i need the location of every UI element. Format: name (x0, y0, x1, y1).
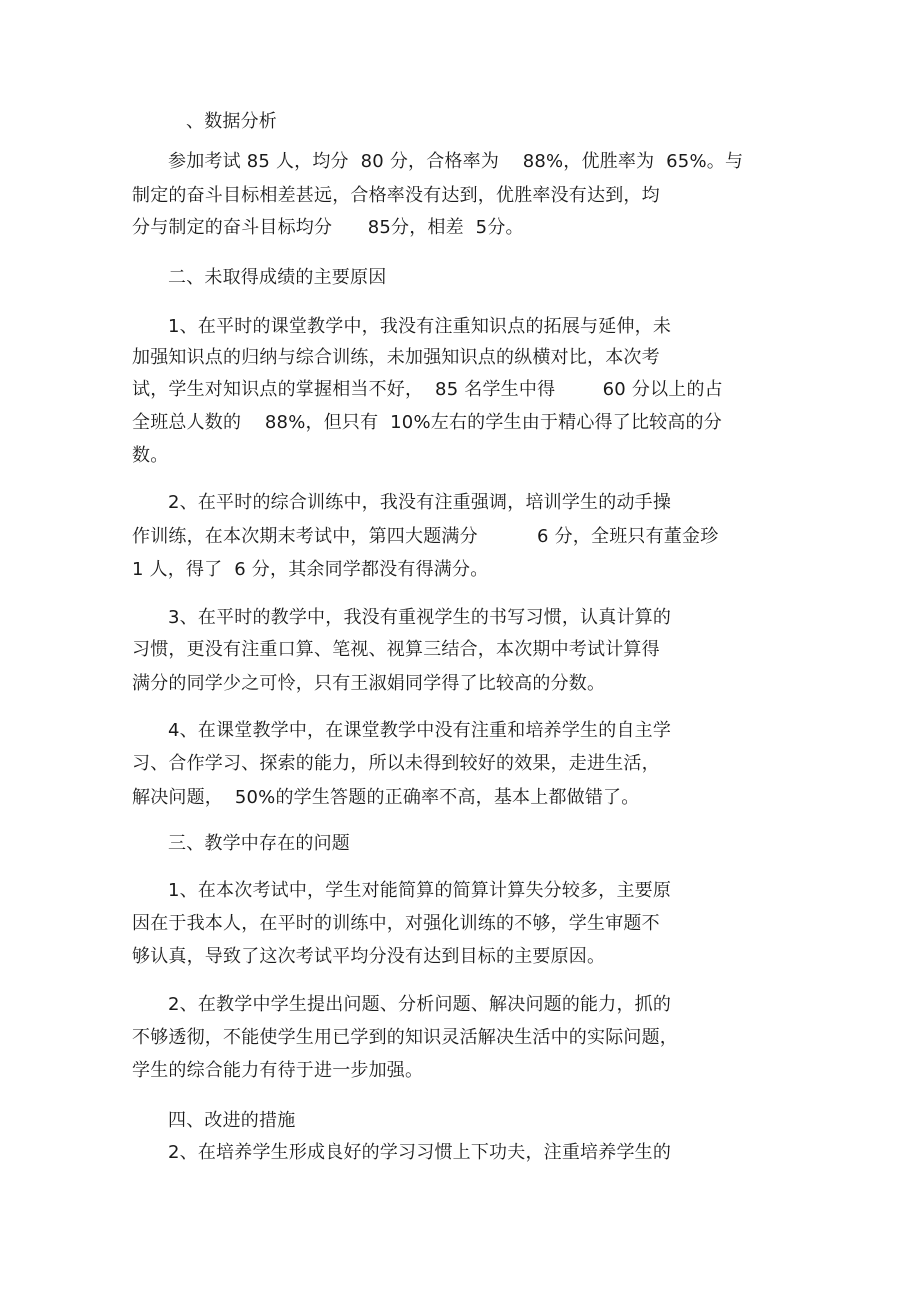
paragraph-line: 2、在教学中学生提出问题、分析问题、解决问题的能力，抓的 (168, 994, 672, 1015)
paragraph-line: 分与制定的奋斗目标均分 85分，相差 5分。 (132, 217, 524, 238)
paragraph-line: 数。 (132, 445, 169, 466)
paragraph-line: 习、合作学习、探索的能力，所以未得到较好的效果，走进生活， (132, 753, 660, 774)
paragraph-line: 作训练，在本次期末考试中，第四大题满分 6 分，全班只有董金珍 (132, 526, 719, 547)
paragraph-line: 3、在平时的教学中，我没有重视学生的书写习惯，认真计算的 (168, 607, 672, 628)
paragraph-line: 因在于我本人，在平时的训练中，对强化训练的不够，学生审题不 (132, 913, 660, 934)
section-heading-data-analysis: 、数据分析 (186, 111, 277, 132)
paragraph-line: 学生的综合能力有待于进一步加强。 (132, 1060, 424, 1081)
paragraph-line: 2、在培养学生形成良好的学习习惯上下功夫，注重培养学生的 (168, 1142, 672, 1163)
paragraph-line: 参加考试 85 人，均分 80 分，合格率为 88%，优胜率为 65%。与 (168, 151, 744, 172)
paragraph-line: 加强知识点的归纳与综合训练，未加强知识点的纵横对比，本次考 (132, 347, 660, 368)
paragraph-line: 制定的奋斗目标相差甚远，合格率没有达到，优胜率没有达到，均 (132, 185, 660, 206)
paragraph-line: 4、在课堂教学中，在课堂教学中没有注重和培养学生的自主学 (168, 720, 672, 741)
paragraph-line: 1、在本次考试中，学生对能简算的简算计算失分较多，主要原 (168, 880, 672, 901)
paragraph-line: 解决问题， 50%的学生答题的正确率不高，基本上都做错了。 (132, 787, 640, 808)
paragraph-line: 够认真，导致了这次考试平均分没有达到目标的主要原因。 (132, 946, 606, 967)
paragraph-line: 1、在平时的课堂教学中，我没有注重知识点的拓展与延伸，未 (168, 316, 672, 337)
paragraph-line: 全班总人数的 88%，但只有 10%左右的学生由于精心得了比较高的分 (132, 412, 722, 433)
paragraph-line: 试，学生对知识点的掌握相当不好， 85 名学生中得 60 分以上的占 (132, 379, 723, 400)
paragraph-line: 不够透彻，不能使学生用已学到的知识灵活解决生活中的实际问题， (132, 1027, 678, 1048)
section-heading-improvements: 四、改进的措施 (168, 1110, 296, 1131)
paragraph-line: 2、在平时的综合训练中，我没有注重强调，培训学生的动手操 (168, 492, 672, 513)
paragraph-line: 习惯，更没有注重口算、笔视、视算三结合，本次期中考试计算得 (132, 639, 660, 660)
paragraph-line: 满分的同学少之可怜，只有王淑娟同学得了比较高的分数。 (132, 673, 606, 694)
paragraph-line: 1 人，得了 6 分，其余同学都没有得满分。 (132, 559, 489, 580)
section-heading-problems: 三、教学中存在的问题 (168, 833, 350, 854)
section-heading-reasons: 二、未取得成绩的主要原因 (168, 267, 387, 288)
